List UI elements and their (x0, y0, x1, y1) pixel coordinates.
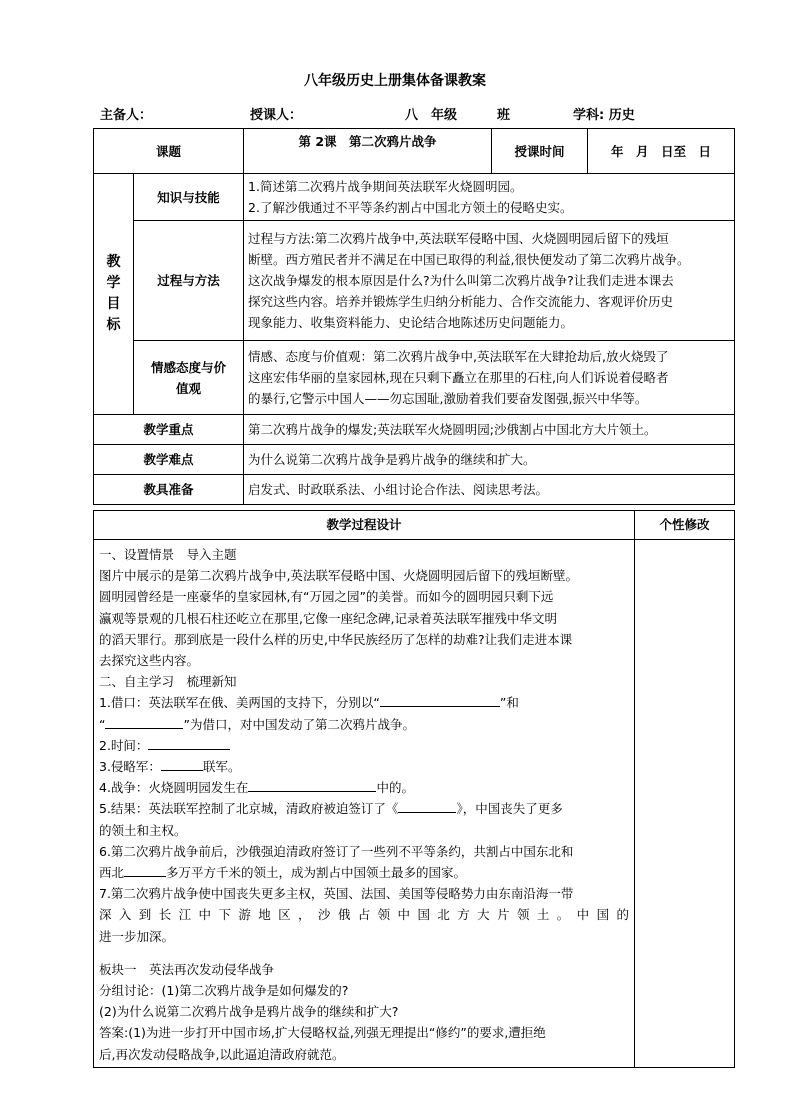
knowledge-label: 知识与技能 (134, 174, 244, 221)
emotion-label: 情感态度与价 值观 (134, 341, 244, 415)
process-content: 过程与方法:第二次鸦片战争中,英法联军侵略中国、火烧圆明园后留下的残垣 断壁。西方殖民者并不满足在中国已取得的利益,很快便发动了第二次鸦片战争。 这次战争爆发的根本原因是什么?为什么叫第二次鸦片战争?让我们走进本课去 探究这些内容。培养并锻炼学生归纳分析能力、合作交流能力、客观评价历史 现象能力、收集资料能力、史论结合地陈述历史问题能力。 (244, 221, 735, 341)
class-label: 班 (497, 108, 511, 123)
objectives-side-label: 教 学 目 标 (94, 174, 134, 415)
process-label: 过程与方法 (134, 221, 244, 341)
difficulties-value: 为什么说第二次鸦片战争是鸦片战争的继续和扩大。 (244, 445, 735, 475)
process-design-table (93, 510, 735, 1068)
personal-edit-column[interactable] (635, 540, 735, 1068)
process-design-header: 教学过程设计 (94, 511, 635, 540)
topic-value: 第 2课 第二次鸦片战争 (244, 129, 492, 174)
key-points-label: 教学重点 (94, 415, 244, 445)
knowledge-content: 1.简述第二次鸦片战争期间英法联军火烧圆明园。 2.了解沙俄通过不平等条约割占中国北方领土的侵略史实。 (244, 174, 735, 221)
block1-title: 板块一 英法再次发动侵华战争 (99, 961, 275, 977)
teacher-label: 授课人： (250, 108, 303, 123)
grade-label: 八 年级 (405, 108, 458, 123)
key-points-value: 第二次鸦片战争的爆发;英法联军火烧圆明园;沙俄割占中国北方大片领土。 (244, 415, 735, 445)
subject-label: 学科: 历史 (573, 108, 635, 123)
time-label: 授课时间 (492, 129, 588, 174)
difficulties-label: 教学难点 (94, 445, 244, 475)
topic-label: 课题 (94, 129, 244, 174)
page-title: 八年级历史上册集体备课教案 (304, 73, 486, 89)
lead-label: 主备人： (100, 108, 153, 123)
process-design-content: 一、设置情景 导入主题 图片中展示的是第二次鸦片战争中,英法联军侵略中国、火烧圆明园后留下的残垣断壁。 圆明园曾经是一座豪华的皇家园林,有“万园之园”的美誉。而如今的圆明园只剩下远 瀛观等景观的几根石柱还屹立在那里,它像一座纪念碑,记录着英法联军摧残中华文明 的滔天罪行。那到底是一段什么样的历史,中华民族经历了怎样的劫难?让我们走进本课 去探究这些内容。 二、自主学习 梳理新知 1.借口：英法联军在俄、美两国的支持下，分别以“ ”和 “ ”为借口，对中国发动了第二次鸦片战争。 2.时间： 3.侵略军： 联军。 4.战争：火烧圆明园发生在 中的。 5.结果：英法联军控制了北京城，清政府被迫签订了《 》，中国丧失了更多 的领土和主权。 6.第二次鸦片战争前后，沙俄强迫清政府签订了一些列不平等条约，共割占中国东北和 西北 多万平方千米的领土，成为割占中国领土最多的国家。 7.第二次鸦片战争使中国丧失更多主权，英国、法国、美国等侵略势力由东南沿海一带 深入到长江中下游地区，沙俄占领中国北方大片领土。中国的 进一步加深。 板块一 英法再次发动侵华战争 分组讨论：(1)第二次鸦片战争是如何爆发的? (2)为什么说第二次鸦片战争是鸦片战争的继续和扩大? 答案:(1)为进一步打开中国市场,扩大侵略权益,列强无理提出“修约”的要求,遭拒绝 后,再次发动侵略战争,以此逼迫清政府就范。 (94, 540, 635, 1068)
section2-title: 二、自主学习 梳理新知 (99, 674, 237, 690)
lesson-info-table (93, 128, 735, 505)
section1-title: 一、设置情景 导入主题 (99, 547, 237, 562)
time-value: 年 月 日至 日 (588, 129, 735, 174)
header-info (100, 104, 740, 124)
tools-label: 教具准备 (94, 475, 244, 505)
personal-edit-header: 个性修改 (635, 511, 735, 540)
tools-value: 启发式、时政联系法、小组讨论合作法、阅读思考法。 (244, 475, 735, 505)
emotion-content: 情感、态度与价值观：第二次鸦片战争中,英法联军在大肆抢劫后,放火烧毁了 这座宏伟华丽的皇家园林,现在只剩下矗立在那里的石柱,向人们诉说着侵略者 的暴行,它警示中国人——勿忘国耻,激励着我们要奋发图强,振兴中华等。 (244, 341, 735, 415)
